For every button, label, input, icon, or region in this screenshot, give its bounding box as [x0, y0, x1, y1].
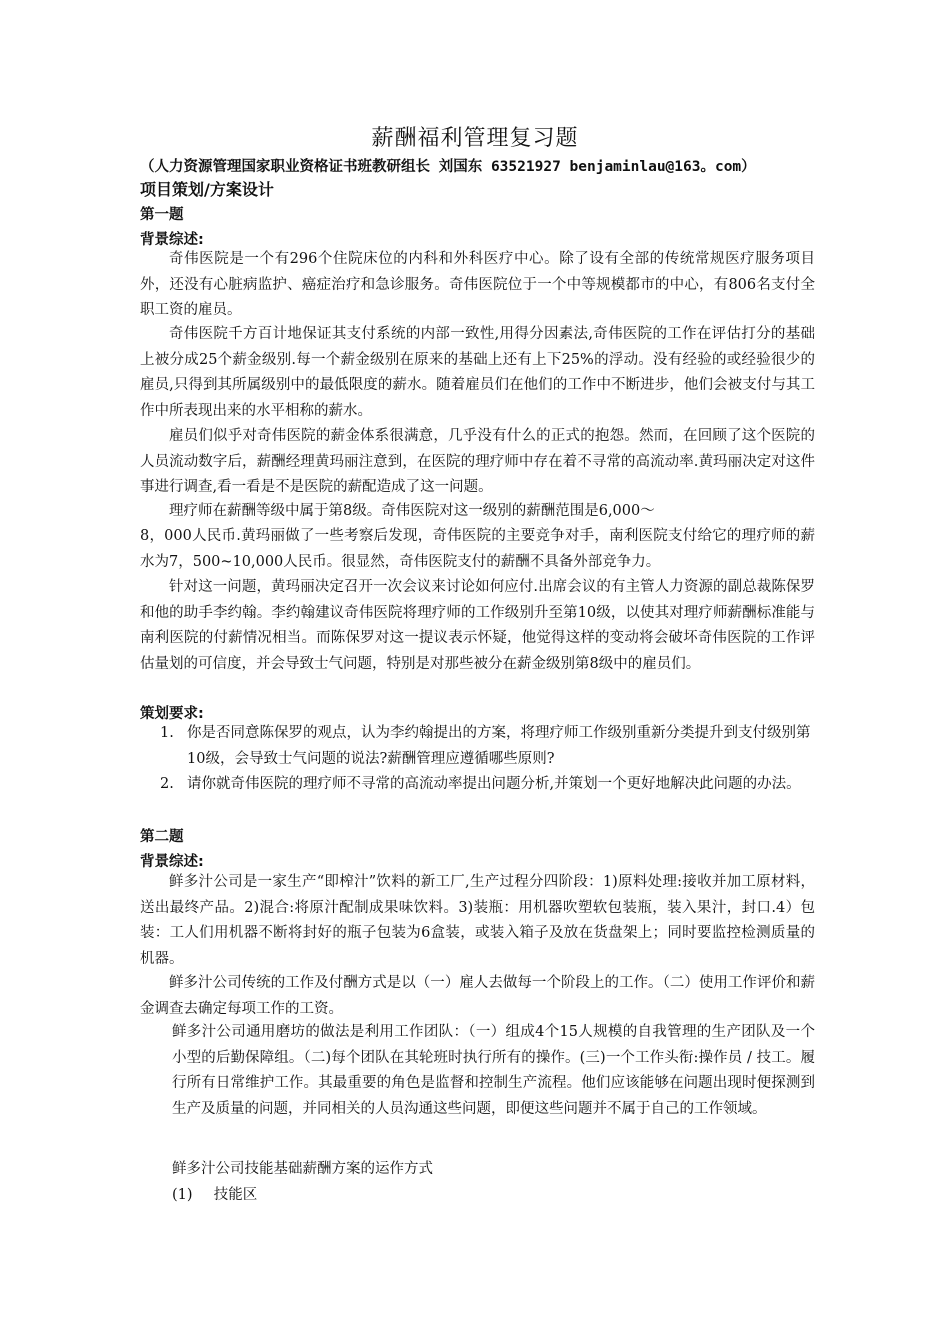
q2-paragraph-3: 鲜多汁公司通用磨坊的做法是利用工作团队：（一）组成4个15人规模的自我管理的生产团队及一个小型的后勤保障组。（二)每个团队在其轮班时执行所有的操作。(三)一个工作头衔:操作员 / 技工。履行所有日常维护工作。其最重要的角色是监督和控制生产流程。他们应该能够在问题出现时便探测到生产及质量的问题，并同相关的人员沟通这些问题，即便这些问题并不属于自己的工作领域。	[172, 1024, 815, 1117]
document-subtitle: （人力资源管理国家职业资格证书班教研组长 刘国东 63521927 benjaminlau@163。com）	[140, 159, 756, 175]
q1-paragraph-6: 针对这一问题，黄玛丽决定召开一次会议来讨论如何应付.出席会议的有主管人力资源的副总裁陈保罗和他的助手李约翰。李约翰建议奇伟医院将理疗师的工作级别升至第10级，以使其对理疗师薪酬标准能与南利医院的付薪情况相当。而陈保罗对这一提议表示怀疑，他觉得这样的变动将会破坏奇伟医院的工作评估量划的可信度，并会导致士气问题，特别是对那些被分在薪金级别第8级中的雇员们。	[140, 579, 815, 672]
q1-requirements-label: 策划要求:	[140, 706, 204, 722]
q2-background-label: 背景综述:	[140, 854, 204, 870]
list-text: 你是否同意陈保罗的观点，认为李约翰提出的方案，将理疗师工作级别重新分类提升到支付级别第10级，会导致士气问题的说法?薪酬管理应遵循哪些原则?	[187, 725, 811, 767]
list-item	[140, 721, 815, 772]
list-item	[140, 772, 815, 798]
q2-list-item	[172, 1183, 257, 1204]
q1-paragraph-1: 奇伟医院是一个有296个住院床位的内科和外科医疗中心。除了设有全部的传统常规医疗服务项目外，还没有心脏病监护、癌症治疗和急诊服务。奇伟医院位于一个中等规模都市的中心，有806名支付全职工资的雇员。	[140, 251, 815, 318]
list-number: (1)	[172, 1187, 193, 1203]
q2-paragraph-2: 鲜多汁公司传统的工作及付酬方式是以（一）雇人去做每一个阶段上的工作。（二）使用工作评价和薪金调查去确定每项工作的工资。	[140, 975, 815, 1017]
q1-paragraph-4: 理疗师在薪酬等级中属于第8级。奇伟医院对这一级别的薪酬范围是6,000～	[169, 503, 655, 519]
q2-paragraph-4: 鲜多汁公司技能基础薪酬方案的运作方式	[172, 1161, 433, 1177]
q1-paragraph-3: 雇员们似乎对奇伟医院的薪金体系很满意，几乎没有什么的正式的抱怨。然而，在回顾了这个医院的人员流动数字后，薪酬经理黄玛丽注意到，在医院的理疗师中存在着不寻常的高流动率.黄玛丽决定对这件事进行调查,看一看是不是医院的薪配造成了这一问题。	[140, 428, 815, 495]
list-text: 请你就奇伟医院的理疗师不寻常的高流动率提出问题分析,并策划一个更好地解决此问题的办法。	[187, 776, 801, 792]
list-number: 2.	[160, 776, 174, 792]
q2-heading: 第二题	[140, 829, 184, 845]
q2-paragraph-1: 鲜多汁公司是一家生产“即榨汁”饮料的新工厂,生产过程分四阶段：1)原料处理:接收并加工原材料，送出最终产品。2)混合:将原汁配制成果味饮料。3)装瓶：用机器吹塑软包装瓶，装入果汁，封口.4）包装：工人们用机器不断将封好的瓶子包装为6盒装，或装入箱子及放在货盘架上；同时要监控检测质量的机器。	[140, 874, 815, 967]
q1-paragraph-5: 8，000人民币.黄玛丽做了一些考察后发现，奇伟医院的主要竞争对手，南利医院支付给它的理疗师的薪水为7，500~10,000人民币。很显然，奇伟医院支付的薪酬不具备外部竞争力。	[140, 528, 815, 570]
section-heading: 项目策划/方案设计	[140, 180, 274, 199]
document-title: 薪酬福利管理复习题	[371, 126, 579, 151]
list-number: 1.	[160, 725, 174, 741]
q1-requirements-list	[140, 721, 815, 798]
q1-background-label: 背景综述:	[140, 232, 204, 248]
q1-paragraph-2: 奇伟医院千方百计地保证其支付系统的内部一致性,用得分因素法,奇伟医院的工作在评估打分的基础上被分成25个薪金级别.每一个薪金级别在原来的基础上还有上下25%的浮动。没有经验的或经验很少的雇员,只得到其所属级别中的最低限度的薪水。随着雇员们在他们的工作中不断进步，他们会被支付与其工作中所表现出来的水平相称的薪水。	[140, 326, 815, 419]
list-text: 技能区	[213, 1187, 258, 1203]
q1-heading: 第一题	[140, 207, 184, 223]
